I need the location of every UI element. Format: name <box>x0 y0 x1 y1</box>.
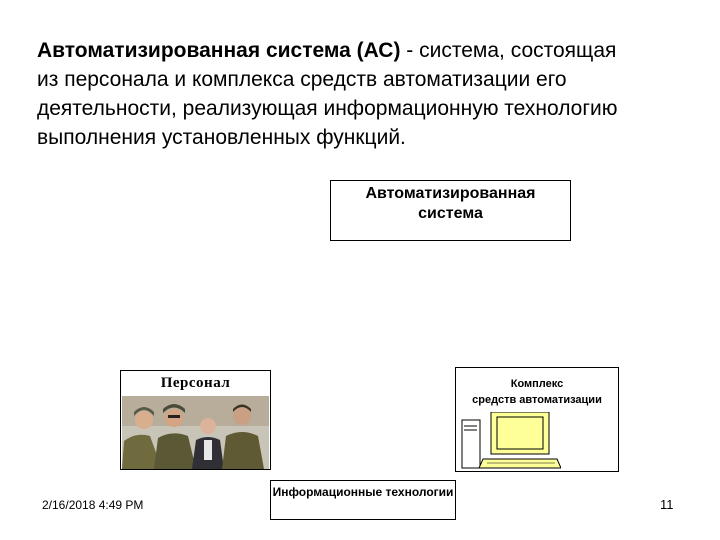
personnel-label: Персонал <box>160 375 231 391</box>
computer-icon <box>461 412 561 470</box>
definition-term: Автоматизированная система (АС) <box>37 39 401 62</box>
personnel-box <box>120 370 271 470</box>
automated-system-box <box>330 180 571 241</box>
definition-text: - система, состоящая из персонала и комплекса средств автоматизации его деятельности, реализующая информационную технологию выполнения установленных функций. <box>37 39 618 149</box>
automated-system-label: Автоматизированная система <box>365 185 536 222</box>
automation-label-line1: Комплекс <box>510 378 564 390</box>
automation-means-label <box>456 376 618 408</box>
definition-paragraph <box>37 36 637 152</box>
page-number: 11 <box>660 497 674 512</box>
information-technologies-label: Информационные технологии <box>272 485 454 499</box>
personnel-photo <box>122 396 269 469</box>
information-technologies-box <box>270 480 456 520</box>
footer-date: 2/16/2018 4:49 PM <box>42 498 144 512</box>
automation-label-line2: средств автоматизации <box>472 394 602 406</box>
automation-means-box <box>455 367 619 472</box>
